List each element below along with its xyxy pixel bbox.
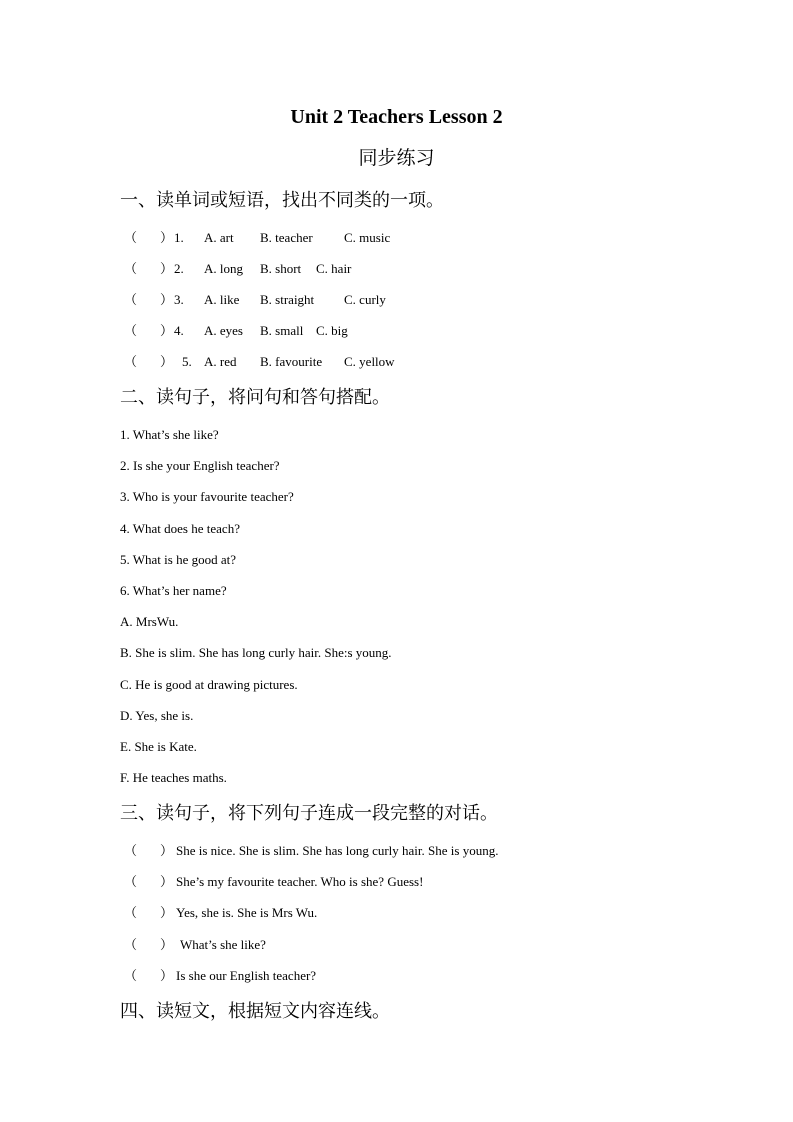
dialogue-item [0,904,793,922]
answer-blank-open: （ [124,354,138,369]
question-line: 5. What is he good at? [120,552,237,567]
question-line: 3. Who is your favourite teacher? [120,489,294,504]
answer-blank-close: ） [160,230,174,245]
answer-blank-close: ） [160,323,174,338]
section1-item [0,229,793,247]
answer-blank-open: （ [124,292,138,307]
section2-heading: 二、读句子，将问句和答句搭配。 [120,387,390,408]
section1-item [0,322,793,340]
dialogue-item [0,936,793,954]
option-c: C. yellow [344,354,395,369]
section3-heading: 三、读句子，将下列句子连成一段完整的对话。 [120,803,498,824]
answer-blank-open: （ [124,874,138,889]
answer-line: A. MrsWu. [120,614,179,629]
option-c: C. hair [316,261,352,276]
answer-blank-open: （ [124,261,138,276]
option-a: A. art [204,230,234,245]
answer-line: D. Yes, she is. [120,708,194,723]
option-c: C. music [344,230,391,245]
section1-item [0,353,793,371]
answer-blank-open: （ [124,937,138,952]
section1-heading: 一、读单词或短语，找出不同类的一项。 [120,190,444,211]
dialogue-text: What’s she like? [180,937,266,952]
answer-blank-open: （ [124,230,138,245]
option-b: B. small [260,323,304,338]
dialogue-item [0,967,793,985]
section1-item [0,260,793,278]
item-number: 4. [174,323,184,338]
option-a: A. like [204,292,240,307]
answer-blank-close: ） [160,874,174,889]
dialogue-text: She is nice. She is slim. She has long curly hair. She is young. [176,843,499,858]
answer-blank-close: ） [160,937,174,952]
question-line: 1. What’s she like? [120,427,219,442]
section1-item [0,291,793,309]
dialogue-item [0,842,793,860]
section4-heading: 四、读短文，根据短文内容连线。 [120,1001,390,1022]
answer-line: C. He is good at drawing pictures. [120,677,298,692]
answer-blank-close: ） [160,292,174,307]
dialogue-item [0,873,793,891]
option-a: A. eyes [204,323,243,338]
option-b: B. short [260,261,302,276]
answer-blank-open: （ [124,968,138,983]
answer-line: B. She is slim. She has long curly hair. She:s young. [120,645,392,660]
answer-blank-open: （ [124,843,138,858]
option-a: A. long [204,261,243,276]
answer-blank-close: ） [160,843,174,858]
answer-blank-close: ） [160,354,174,369]
item-number: 2. [174,261,184,276]
option-b: B. favourite [260,354,323,369]
answer-blank-open: （ [124,323,138,338]
answer-blank-close: ） [160,968,174,983]
document-subtitle: 同步练习 [358,147,435,169]
item-number: 1. [174,230,184,245]
dialogue-text: Is she our English teacher? [176,968,317,983]
option-c: C. curly [344,292,386,307]
answer-blank-close: ） [160,905,174,920]
option-c: C. big [316,323,348,338]
answer-line: F. He teaches maths. [120,770,227,785]
question-line: 4. What does he teach? [120,521,240,536]
dialogue-text: Yes, she is. She is Mrs Wu. [176,905,318,920]
document-title: Unit 2 Teachers Lesson 2 [290,106,503,128]
answer-blank-open: （ [124,905,138,920]
item-number: 3. [174,292,184,307]
option-a: A. red [204,354,237,369]
question-line: 6. What’s her name? [120,583,227,598]
dialogue-text: She’s my favourite teacher. Who is she? Guess! [176,874,424,889]
answer-line: E. She is Kate. [120,739,197,754]
option-b: B. straight [260,292,315,307]
item-number: 5. [182,354,192,369]
question-line: 2. Is she your English teacher? [120,458,280,473]
option-b: B. teacher [260,230,313,245]
answer-blank-close: ） [160,261,174,276]
